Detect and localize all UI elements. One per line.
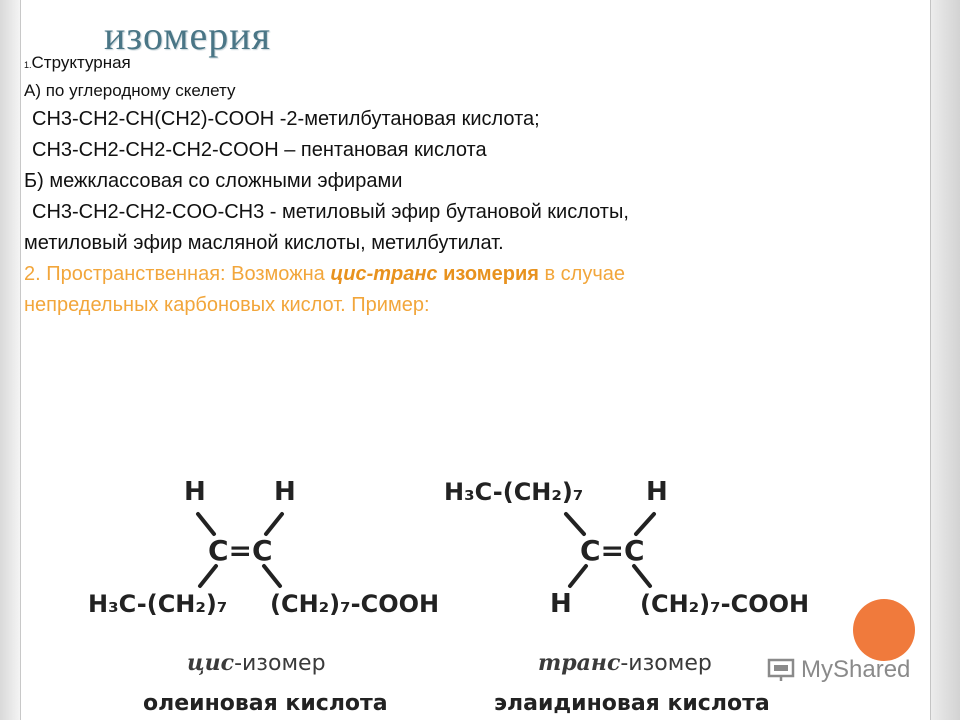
spatial-example-line: непредельных карбоновых кислот. Пример:	[24, 294, 430, 316]
cis-trans-term: цис-транс	[330, 263, 438, 285]
section-label: Структурная	[31, 53, 131, 72]
isomerism-term: изомерия	[437, 263, 539, 285]
slide-title: изомерия	[104, 13, 272, 58]
trans-double-bond: C=C	[580, 534, 645, 567]
trans-top-left-group: H₃C-(CH₂)₇	[444, 478, 584, 506]
trans-structure	[444, 477, 809, 716]
cis-left-group: H₃C-(CH₂)₇	[88, 590, 228, 618]
trans-h-bottom: H	[550, 589, 572, 619]
spatial-case: в случае	[538, 263, 625, 285]
cis-bond-left-group	[200, 566, 216, 586]
cis-double-bond: C=C	[208, 534, 273, 567]
cis-right-group: (CH₂)₇-COOH	[270, 590, 440, 618]
formula-line-2: CH3-CH2-CH2-CH2-COOH – пентановая кислота	[32, 139, 487, 161]
section-number: 1.	[24, 60, 32, 70]
trans-bond-h-bottom	[570, 566, 586, 586]
cis-label: цис-изомер	[187, 650, 326, 676]
ester-names-line: метиловый эфир масляной кислоты, метилбутилат.	[24, 232, 504, 254]
cis-h-left: H	[184, 477, 206, 507]
spatial-intro: 2. Пространственная: Возможна	[24, 263, 331, 285]
cis-structure	[88, 477, 439, 716]
cis-name: олеиновая кислота	[143, 691, 388, 716]
cis-h-right: H	[274, 477, 296, 507]
formula-line-3: CH3-CH2-CH2-COO-CH3 - метиловый эфир бутановой кислоты,	[32, 201, 629, 223]
trans-bond-right-group	[634, 566, 650, 586]
subsection-interclass: Б) межклассовая со сложными эфирами	[24, 170, 403, 192]
trans-h-top: H	[646, 477, 668, 507]
cis-bond-h-right	[266, 514, 282, 534]
subsection-carbon-skeleton: А) по углеродному скелету	[24, 81, 236, 100]
trans-label: транс-изомер	[538, 650, 712, 676]
formula-line-1: CH3-CH2-CH(CH2)-COOH -2-метилбутановая кислота;	[32, 108, 540, 130]
presentation-icon	[767, 658, 795, 682]
trans-bond-top-left	[566, 514, 584, 534]
cis-bond-h-left	[198, 514, 214, 534]
trans-right-group: (CH₂)₇-COOH	[640, 590, 810, 618]
trans-name: элаидиновая кислота	[494, 691, 770, 716]
cis-bond-right-group	[264, 566, 280, 586]
watermark	[767, 656, 910, 684]
trans-bond-h-top	[636, 514, 654, 534]
watermark-brand: MyShared	[801, 656, 911, 683]
watermark-badge	[853, 599, 915, 661]
